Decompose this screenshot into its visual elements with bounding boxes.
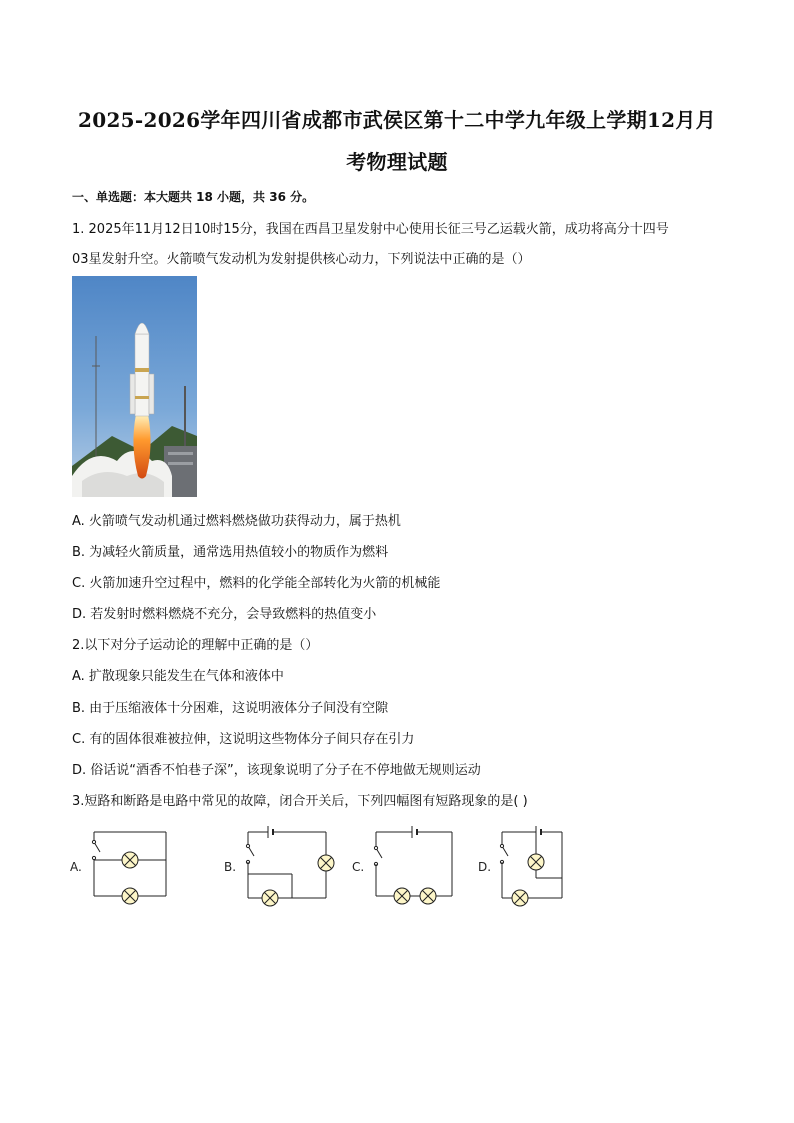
section-heading: 一、单选题：本大题共 18 小题，共 36 分。 [72,190,315,204]
q2-option-d: D. 俗话说“酒香不怕巷子深”，该现象说明了分子在不停地做无规则运动 [72,763,481,778]
q2-stem: 2.以下对分子运动论的理解中正确的是（） [72,638,319,653]
circuit-a [70,832,166,904]
bulb-icon [528,854,544,870]
document-title-line1: 2025-2026学年四川省成都市武侯区第十二中学九年级上学期12月月 [78,108,716,132]
circuit-c [352,826,452,904]
bulb-icon [122,888,138,904]
q2-option-a: A. 扩散现象只能发生在气体和液体中 [72,669,284,684]
switch-icon [92,840,100,859]
battery-icon [268,826,273,838]
circuit-d-label: D. [478,860,492,874]
bulb-icon [122,852,138,868]
q1-option-c: C. 火箭加速升空过程中，燃料的化学能全部转化为火箭的机械能 [72,576,441,591]
switch-icon [500,844,508,863]
switch-icon [374,846,382,865]
bulb-icon [394,888,410,904]
q2-option-c: C. 有的固体很难被拉伸，这说明这些物体分子间只存在引力 [72,732,415,747]
q3-circuit-diagrams [62,818,582,918]
battery-icon [412,826,417,838]
q1-option-d: D. 若发射时燃料燃烧不充分，会导致燃料的热值变小 [72,607,377,622]
circuit-c-label: C. [352,860,365,874]
battery-icon [536,826,541,838]
bulb-icon [512,890,528,906]
circuit-a-label: A. [70,860,82,874]
switch-icon [246,844,254,863]
document-title-line2: 考物理试题 [346,150,448,174]
q3-stem: 3.短路和断路是电路中常见的故障，闭合开关后，下列四幅图有短路现象的是( ) [72,794,528,809]
q1-option-a: A. 火箭喷气发动机通过燃料燃烧做功获得动力，属于热机 [72,514,401,529]
circuit-b-label: B. [224,860,237,874]
circuit-d [478,826,562,906]
bulb-icon [420,888,436,904]
bulb-icon [262,890,278,906]
q2-option-b: B. 由于压缩液体十分困难，这说明液体分子间没有空隙 [72,701,389,716]
q1-option-b: B. 为减轻火箭质量，通常选用热值较小的物质作为燃料 [72,545,389,560]
circuit-b [224,826,334,906]
q1-stem-line1: 1. 2025年11月12日10时15分，我国在西昌卫星发射中心使用长征三号乙运载火箭，成功将高分十四号 [72,222,669,237]
bulb-icon [318,855,334,871]
rocket-launch-photo [72,276,197,497]
q1-stem-line2: 03星发射升空。火箭喷气发动机为发射提供核心动力，下列说法中正确的是（） [72,252,531,267]
